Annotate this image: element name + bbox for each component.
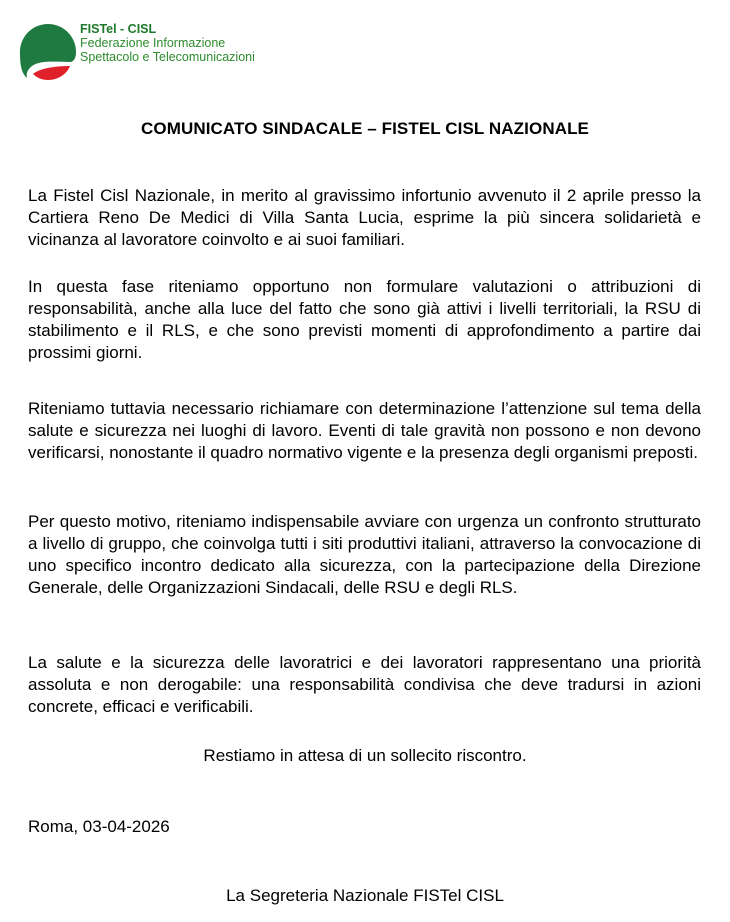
date-line: Roma, 03-04-2026 xyxy=(28,817,170,836)
paragraph-3: Riteniamo tuttavia necessario richiamare con determinazione l’attenzione sul tema della salute e sicurezza nei luoghi di lavoro. Eventi di tale gravità non possono e non devono verificarsi, nonostante il quadro normativo vigente e la presenza degli organismi preposti. xyxy=(28,399,701,462)
closing-line: Restiamo in attesa di un sollecito riscontro. xyxy=(203,746,527,765)
fistel-cisl-logo-icon xyxy=(18,22,78,84)
org-abbreviation: FISTel - CISL xyxy=(80,22,157,36)
paragraph-4: Per questo motivo, riteniamo indispensabile avviare con urgenza un confronto strutturato a livello di gruppo, che coinvolga tutti i siti produttivi italiani, attraverso la convocazione di uno specifico incontro dedicato alla sicurezza, con la partecipazione della Direzione Generale, delle Organizzazioni Sindacali, delle RSU e degli RLS. xyxy=(28,512,701,597)
org-line-1: Federazione Informazione xyxy=(80,36,226,50)
paragraph-5: La salute e la sicurezza delle lavoratrici e dei lavoratori rappresentano una priorità assoluta e non derogabile: una responsabilità condivisa che deve tradursi in azioni concrete, efficaci e verificabili. xyxy=(28,653,701,716)
organization-name xyxy=(80,22,255,64)
document-title: COMUNICATO SINDACALE – FISTEL CISL NAZIONALE xyxy=(141,119,589,138)
signature: La Segreteria Nazionale FISTel CISL xyxy=(226,886,504,905)
paragraph-1: La Fistel Cisl Nazionale, in merito al gravissimo infortunio avvenuto il 2 aprile presso la Cartiera Reno De Medici di Villa Santa Lucia, esprime la più sincera solidarietà e vicinanza al lavoratore coinvolto e ai suoi familiari. xyxy=(28,186,701,249)
org-line-2: Spettacolo e Telecomunicazioni xyxy=(80,50,255,64)
letterhead xyxy=(18,18,318,88)
paragraph-2: In questa fase riteniamo opportuno non formulare valutazioni o attribuzioni di responsabilità, anche alla luce del fatto che sono già attivi i livelli territoriali, la RSU di stabilimento e il RLS, e che sono previsti momenti di approfondimento a partire dai prossimi giorni. xyxy=(28,277,701,362)
